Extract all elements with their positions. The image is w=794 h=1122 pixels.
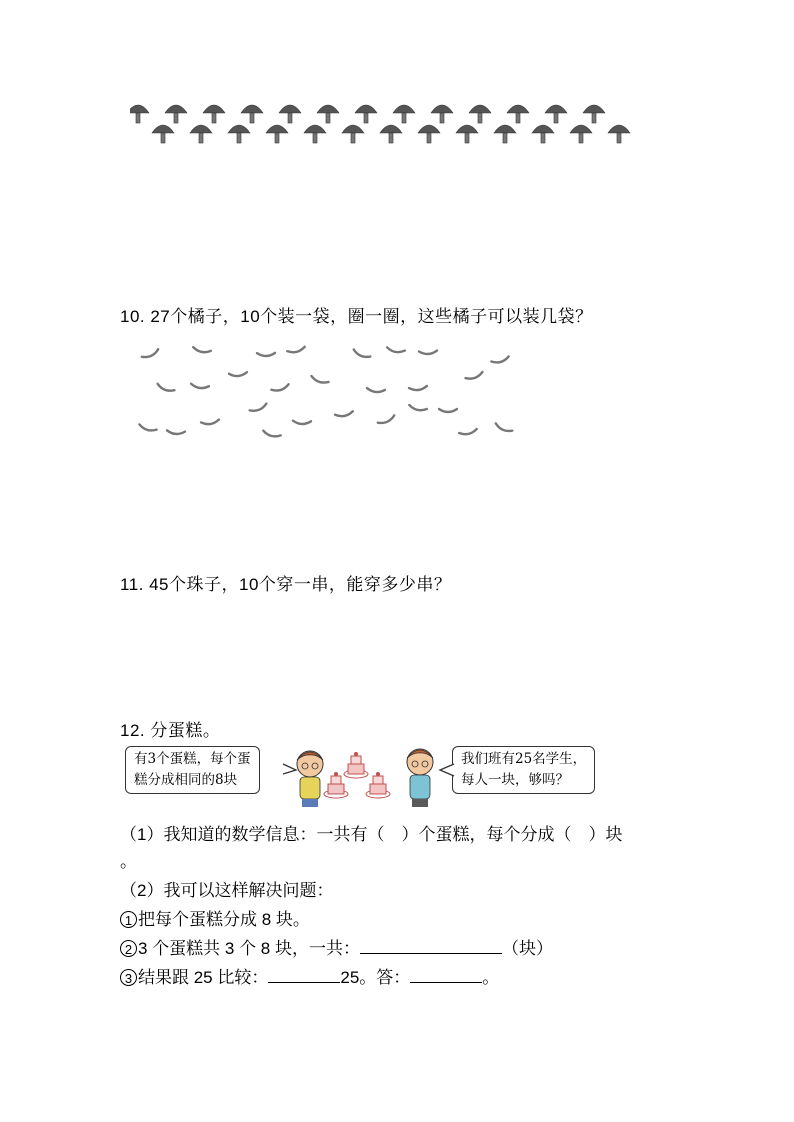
step-3-answer-label: 25。答： <box>340 968 411 987</box>
mushroom-stem-icon <box>516 113 520 123</box>
orange-icon <box>229 372 247 377</box>
part-2-line <box>120 876 333 901</box>
bubble-left-line-2: 糕分成相同的8块 <box>134 772 238 788</box>
mushroom-stem-icon <box>541 133 545 143</box>
orange-icon <box>201 420 219 426</box>
mushroom-icon <box>342 125 364 133</box>
step-2-text: 3 个蛋糕共 3 个 8 块，一共： <box>138 939 360 958</box>
boy-right-icon <box>407 749 433 807</box>
mushroom-icon <box>545 105 567 113</box>
orange-icon <box>335 411 353 417</box>
cake-scene <box>120 742 620 808</box>
mushrooms-illustration <box>130 95 640 170</box>
mushroom-icon <box>608 125 630 133</box>
mushroom-stem-icon <box>212 113 216 123</box>
question-10 <box>120 302 593 327</box>
mushroom-stem-icon <box>402 113 406 123</box>
part-2-text: （2）我可以这样解决问题： <box>120 881 334 900</box>
part-1-text: （1）我知道的数学信息：一共有（ ）个蛋糕，每个分成（ ）块 <box>120 825 623 844</box>
mushroom-icon <box>203 105 225 113</box>
orange-icon <box>409 405 427 412</box>
mushroom-icon <box>456 125 478 133</box>
orange-icon <box>257 353 275 356</box>
mushroom-icon <box>304 125 326 133</box>
part-1-end <box>120 847 137 872</box>
mushroom-stem-icon <box>427 133 431 143</box>
mushroom-icon <box>469 105 491 113</box>
mushroom-icon <box>418 125 440 133</box>
orange-icon <box>193 347 211 354</box>
orange-icon <box>367 388 385 393</box>
mushroom-icon <box>241 105 263 113</box>
bubble-left-line-1: 有3个蛋糕，每个蛋 <box>134 751 251 767</box>
bubble-right-line-1: 我们班有25名学生， <box>461 751 587 767</box>
step-3-line <box>120 963 499 988</box>
orange-icon <box>495 423 513 433</box>
orange-icon <box>167 430 185 434</box>
step-2-line <box>120 934 553 959</box>
mushroom-stem-icon <box>389 133 393 143</box>
orange-icon <box>263 431 281 439</box>
question-12-title <box>120 716 220 741</box>
orange-icon <box>311 376 329 385</box>
orange-icon <box>387 347 405 353</box>
step-2-unit: （块） <box>501 939 553 958</box>
cake-icon <box>344 752 368 778</box>
orange-icon <box>491 357 509 365</box>
mushroom-icon <box>317 105 339 113</box>
orange-icon <box>353 349 371 359</box>
cake-icon <box>324 772 348 798</box>
mushroom-stem-icon <box>326 113 330 123</box>
mushroom-stem-icon <box>440 113 444 123</box>
mushroom-stem-icon <box>364 113 368 123</box>
step-3-answer-blank[interactable] <box>410 966 482 983</box>
bubble-right-line-2: 每人一块，够吗？ <box>461 772 569 788</box>
mushroom-stem-icon <box>174 113 178 123</box>
mushroom-icon <box>570 125 592 133</box>
mushroom-stem-icon <box>161 133 165 143</box>
step-1-line <box>120 905 310 930</box>
mushroom-icon <box>130 105 149 113</box>
mushroom-stem-icon <box>250 113 254 123</box>
step-2-answer-blank[interactable] <box>360 937 502 954</box>
step-3-number-badge: 3 <box>120 969 137 986</box>
orange-icon <box>139 424 157 432</box>
question-10-text: 10. 27个橘子，10个装一袋，圈一圈，这些橘子可以装几袋？ <box>120 307 593 326</box>
mushroom-stem-icon <box>136 113 140 123</box>
mushroom-stem-icon <box>579 133 583 143</box>
mushroom-stem-icon <box>351 133 355 143</box>
orange-icon <box>142 349 160 359</box>
step-1-text: 把每个蛋糕分成 8 块。 <box>138 910 310 929</box>
boy-left-icon <box>297 751 323 807</box>
kids-and-cakes-illustration <box>268 742 458 808</box>
orange-icon <box>287 347 305 354</box>
orange-icon <box>439 409 457 412</box>
orange-icon <box>378 415 396 425</box>
mushroom-icon <box>266 125 288 133</box>
orange-icon <box>293 421 311 425</box>
mushroom-icon <box>393 105 415 113</box>
mushroom-stem-icon <box>199 133 203 143</box>
mushroom-stem-icon <box>465 133 469 143</box>
mushroom-icon <box>152 125 174 133</box>
mushroom-icon <box>494 125 516 133</box>
mushroom-icon <box>165 105 187 113</box>
mushroom-stem-icon <box>554 113 558 123</box>
orange-icon <box>459 429 477 436</box>
mushroom-icon <box>228 125 250 133</box>
question-11-text: 11. 45个珠子，10个穿一串，能穿多少串？ <box>120 575 452 594</box>
orange-icon <box>250 404 268 414</box>
mushroom-icon <box>583 105 605 113</box>
cake-icon <box>366 772 390 798</box>
mushroom-icon <box>190 125 212 133</box>
step-3-text: 结果跟 25 比较： <box>138 968 269 987</box>
orange-icon <box>157 384 175 393</box>
mushroom-icon <box>507 105 529 113</box>
question-12-title-text: 12. 分蛋糕。 <box>120 721 221 740</box>
part-1-period: 。 <box>120 852 137 871</box>
oranges-illustration <box>130 335 530 445</box>
orange-icon <box>466 372 484 381</box>
mushroom-stem-icon <box>237 133 241 143</box>
mushroom-stem-icon <box>313 133 317 143</box>
orange-icon <box>191 384 209 389</box>
step-3-period: 。 <box>482 968 500 987</box>
step-1-number-badge: 1 <box>120 911 137 928</box>
mushroom-stem-icon <box>275 133 279 143</box>
mushroom-icon <box>355 105 377 113</box>
question-11 <box>120 570 451 595</box>
speech-bubble-left <box>125 746 260 794</box>
mushroom-stem-icon <box>288 113 292 123</box>
mushroom-icon <box>532 125 554 133</box>
speech-bubble-right <box>452 746 595 794</box>
mushroom-icon <box>279 105 301 113</box>
mushroom-stem-icon <box>617 133 621 143</box>
orange-icon <box>271 384 289 392</box>
step-3-compare-blank[interactable] <box>268 966 340 983</box>
mushroom-stem-icon <box>478 113 482 123</box>
part-1-line <box>120 820 622 845</box>
orange-icon <box>419 351 437 355</box>
mushroom-icon <box>380 125 402 133</box>
mushroom-icon <box>431 105 453 113</box>
step-2-number-badge: 2 <box>120 940 137 957</box>
mushroom-stem-icon <box>592 113 596 123</box>
orange-icon <box>409 386 427 391</box>
mushroom-stem-icon <box>503 133 507 143</box>
